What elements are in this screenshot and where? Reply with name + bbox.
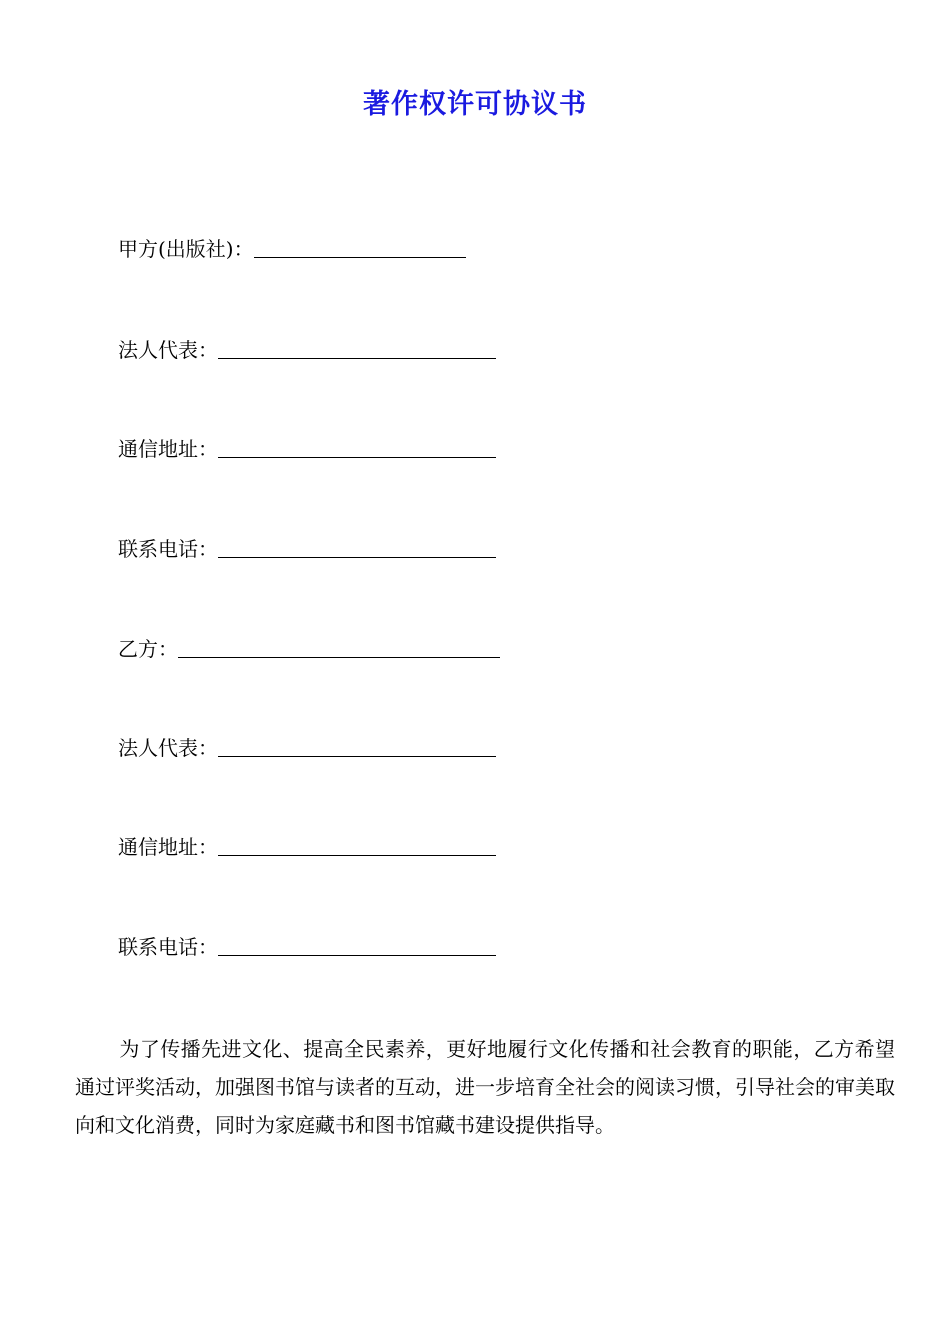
party-b-address-label: 通信地址： — [118, 835, 218, 859]
party-b-address-blank[interactable] — [218, 835, 496, 856]
party-b-representative-blank[interactable] — [218, 736, 496, 757]
party-a-representative-field — [118, 335, 496, 365]
party-b-phone-label: 联系电话： — [118, 935, 218, 959]
party-a-address-blank[interactable] — [218, 437, 496, 458]
document-title: 著作权许可协议书 — [363, 89, 587, 120]
party-a-representative-blank[interactable] — [218, 338, 496, 359]
party-a-phone-label: 联系电话： — [118, 537, 218, 561]
party-a-phone-blank[interactable] — [218, 537, 496, 558]
party-a-representative-label: 法人代表： — [118, 338, 218, 362]
party-a-phone-field — [118, 534, 496, 564]
party-a-address-field — [118, 434, 496, 464]
party-b-name-blank[interactable] — [178, 637, 500, 658]
party-a-publisher-label: 甲方(出版社)： — [118, 237, 254, 261]
party-b-name-field — [118, 634, 500, 664]
party-a-address-label: 通信地址： — [118, 437, 218, 461]
party-a-publisher-blank[interactable] — [254, 237, 466, 258]
party-b-representative-label: 法人代表： — [118, 736, 218, 760]
party-a-publisher-field — [118, 234, 466, 264]
party-b-phone-blank[interactable] — [218, 935, 496, 956]
agreement-paragraph-text: 为了传播先进文化、提高全民素养，更好地履行文化传播和社会教育的职能，乙方希望通过评奖活动，加强图书馆与读者的互动，进一步培育全社会的阅读习惯，引导社会的审美取向和文化消费，同时为家庭藏书和图书馆藏书建设提供指导。 — [75, 1037, 895, 1137]
party-b-name-label: 乙方： — [118, 637, 178, 661]
party-b-representative-field — [118, 733, 496, 763]
agreement-paragraph — [75, 1030, 895, 1144]
party-b-address-field — [118, 832, 496, 862]
party-b-phone-field — [118, 932, 496, 962]
